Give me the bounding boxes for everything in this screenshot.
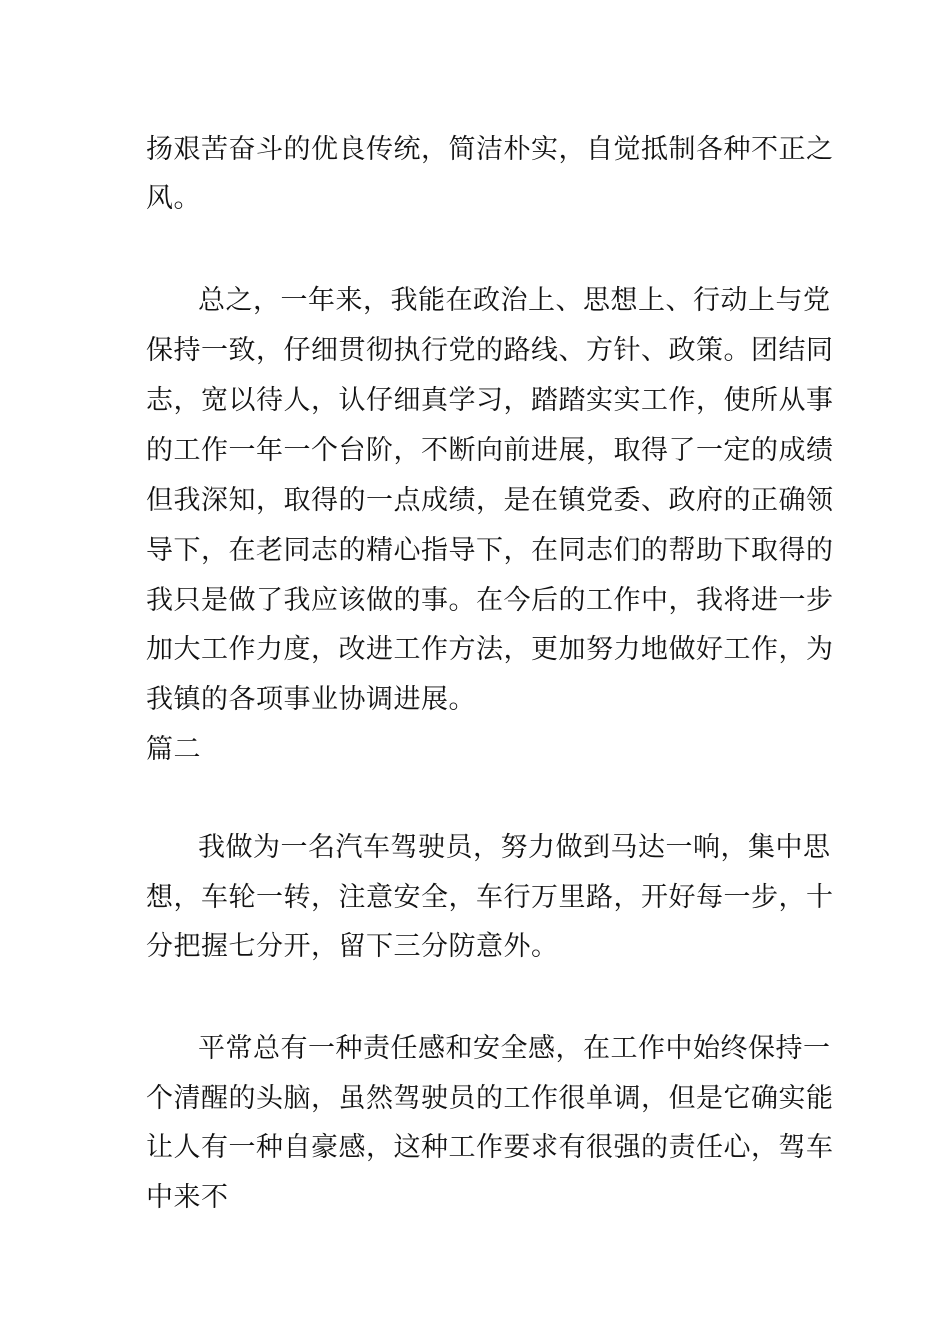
- text-line: 扬艰苦奋斗的优良传统，简洁朴实，自觉抵制各种不正之: [146, 134, 834, 165]
- text-line: 想，车轮一转，注意安全，车行万里路，开好每一步，十: [146, 882, 834, 913]
- text-line: 加大工作力度，改进工作方法，更加努力地做好工作，为: [146, 634, 834, 665]
- text-line: 志，宽以待人，认仔细真学习，踏踏实实工作，使所从事: [146, 385, 834, 416]
- text-line: 但我深知，取得的一点成绩，是在镇党委、政府的正确领: [146, 485, 834, 516]
- text-line: 的工作一年一个台阶，不断向前进展，取得了一定的成绩: [146, 435, 834, 466]
- text-line: 分把握七分开，留下三分防意外。: [146, 931, 559, 962]
- text-line: 我只是做了我应该做的事。在今后的工作中，我将进一步: [146, 585, 834, 616]
- text-line: 让人有一种自豪感，这种工作要求有很强的责任心，驾车: [146, 1132, 834, 1163]
- text-line: 个清醒的头脑，虽然驾驶员的工作很单调，但是它确实能: [146, 1083, 834, 1114]
- text-line: 我镇的各项事业协调进展。: [146, 684, 476, 715]
- text-line: 平常总有一种责任感和安全感，在工作中始终保持一: [198, 1033, 831, 1064]
- section-heading: 篇二: [146, 734, 201, 765]
- text-line: 保持一致，仔细贯彻执行党的路线、方针、政策。团结同: [146, 335, 834, 366]
- text-line: 风。: [146, 183, 201, 214]
- text-line: 我做为一名汽车驾驶员，努力做到马达一响，集中思: [198, 832, 831, 863]
- text-line: 总之，一年来，我能在政治上、思想上、行动上与党: [198, 285, 831, 316]
- text-line: 中来不: [146, 1182, 229, 1213]
- text-line: 导下，在老同志的精心指导下，在同志们的帮助下取得的: [146, 535, 834, 566]
